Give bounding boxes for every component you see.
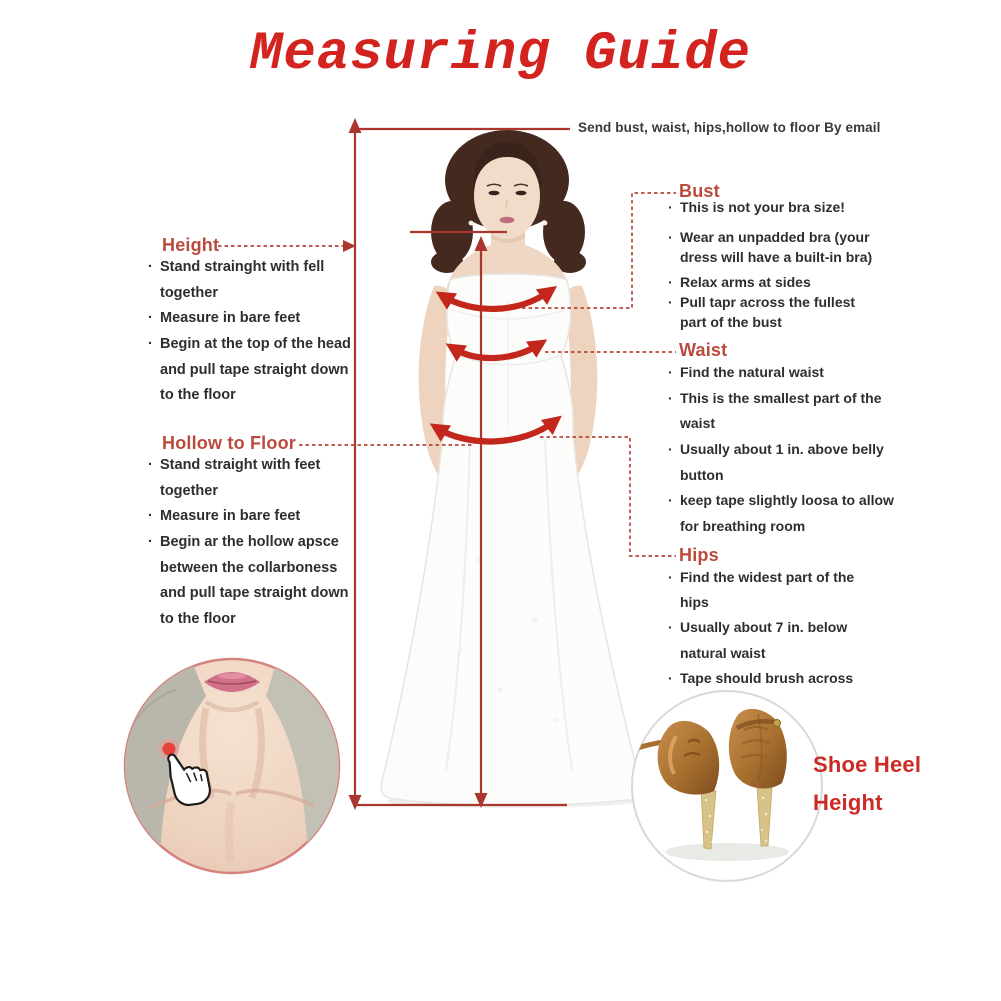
bullet-dot: · [148,534,153,551]
instruction-line: · Find the widest part of the [668,569,855,585]
instruction-line: hips [680,594,709,611]
instruction-line: natural waist [680,644,766,661]
section-heading-height: Height [162,235,220,255]
instruction-line: · Begin ar the hollow apsce [148,534,339,551]
height-instructions [148,259,351,413]
shoe-label-line2: Height [813,790,883,815]
instruction-line: · This is the smallest part of the [668,389,882,406]
section-heading-waist: Waist [679,340,728,360]
bullet-dot: · [668,619,673,636]
instruction-line: · Tape should brush across [668,669,854,686]
page-title: Measuring Guide [249,24,752,85]
instruction-line: · Usually about 7 in. below [668,619,848,636]
shoe-heel-detail [604,691,822,881]
instruction-line: and pull tape straight down [160,585,349,602]
instruction-line: · Stand straight with feet [148,457,321,473]
bullet-dot: · [668,669,673,686]
instruction-line: · Relax arms at sides [668,274,811,290]
section-heading-hollow-to-floor: Hollow to Floor [162,433,296,453]
bullet-dot: · [148,310,153,327]
earring-icon [469,221,474,226]
hollow-point-detail [100,659,364,873]
shoe-heel-height-label [813,746,921,822]
bullet-dot: · [668,492,673,509]
red-dot-marker [163,743,176,756]
instruction-line: to the floor [160,611,236,628]
hips-instructions [668,569,854,695]
instruction-line: waist [680,415,716,432]
instruction-line: · Usually about 1 in. above belly [668,441,884,458]
instruction-line: together [160,482,218,499]
instruction-line: · This is not your bra size! [668,199,845,215]
bullet-dot: · [668,441,673,458]
section-heading-bust: Bust [679,181,720,201]
instruction-line: · Measure in bare feet [148,508,301,525]
instruction-line: · Wear an unpadded bra (your [668,229,870,245]
instruction-line: · Stand strainght with fell [148,259,325,275]
instruction-line: together [160,284,218,301]
earring-icon [543,221,548,226]
waist-instructions [668,364,894,544]
bullet-dot: · [668,389,673,406]
bullet-dot: · [668,569,673,585]
instruction-line: part of the bust [680,314,782,330]
bullet-dot: · [668,199,673,215]
instruction-line: · Find the natural waist [668,364,824,380]
instruction-line: between the collarboness [160,559,338,576]
instruction-line: and pull tape straight down [160,361,349,378]
shoe-label-line1: Shoe Heel [813,752,922,777]
instruction-line: for breathing room [680,518,806,535]
section-heading-hips: Hips [679,545,719,565]
bust-instructions [668,199,872,334]
instruction-line: · keep tape slightly loosa to allow [668,492,894,509]
bullet-dot: · [148,259,153,275]
instruction-line: · Pull tapr across the fullest [668,294,856,310]
instruction-line: to the floor [160,387,236,404]
bullet-dot: · [148,508,153,525]
bullet-dot: · [668,364,673,380]
instruction-line: button [680,466,724,483]
send-measurements-note: Send bust, waist, hips,hollow to floor By email [578,120,881,135]
instruction-line: · Measure in bare feet [148,310,301,327]
bullet-dot: · [668,274,673,290]
bullet-dot: · [668,294,673,310]
hollow-to-floor-instructions [148,457,349,637]
instruction-line: · Begin at the top of the head [148,336,351,353]
instruction-line: dress will have a built-in bra) [680,249,873,265]
bullet-dot: · [148,336,153,353]
bullet-dot: · [668,229,673,245]
bullet-dot: · [148,457,153,473]
